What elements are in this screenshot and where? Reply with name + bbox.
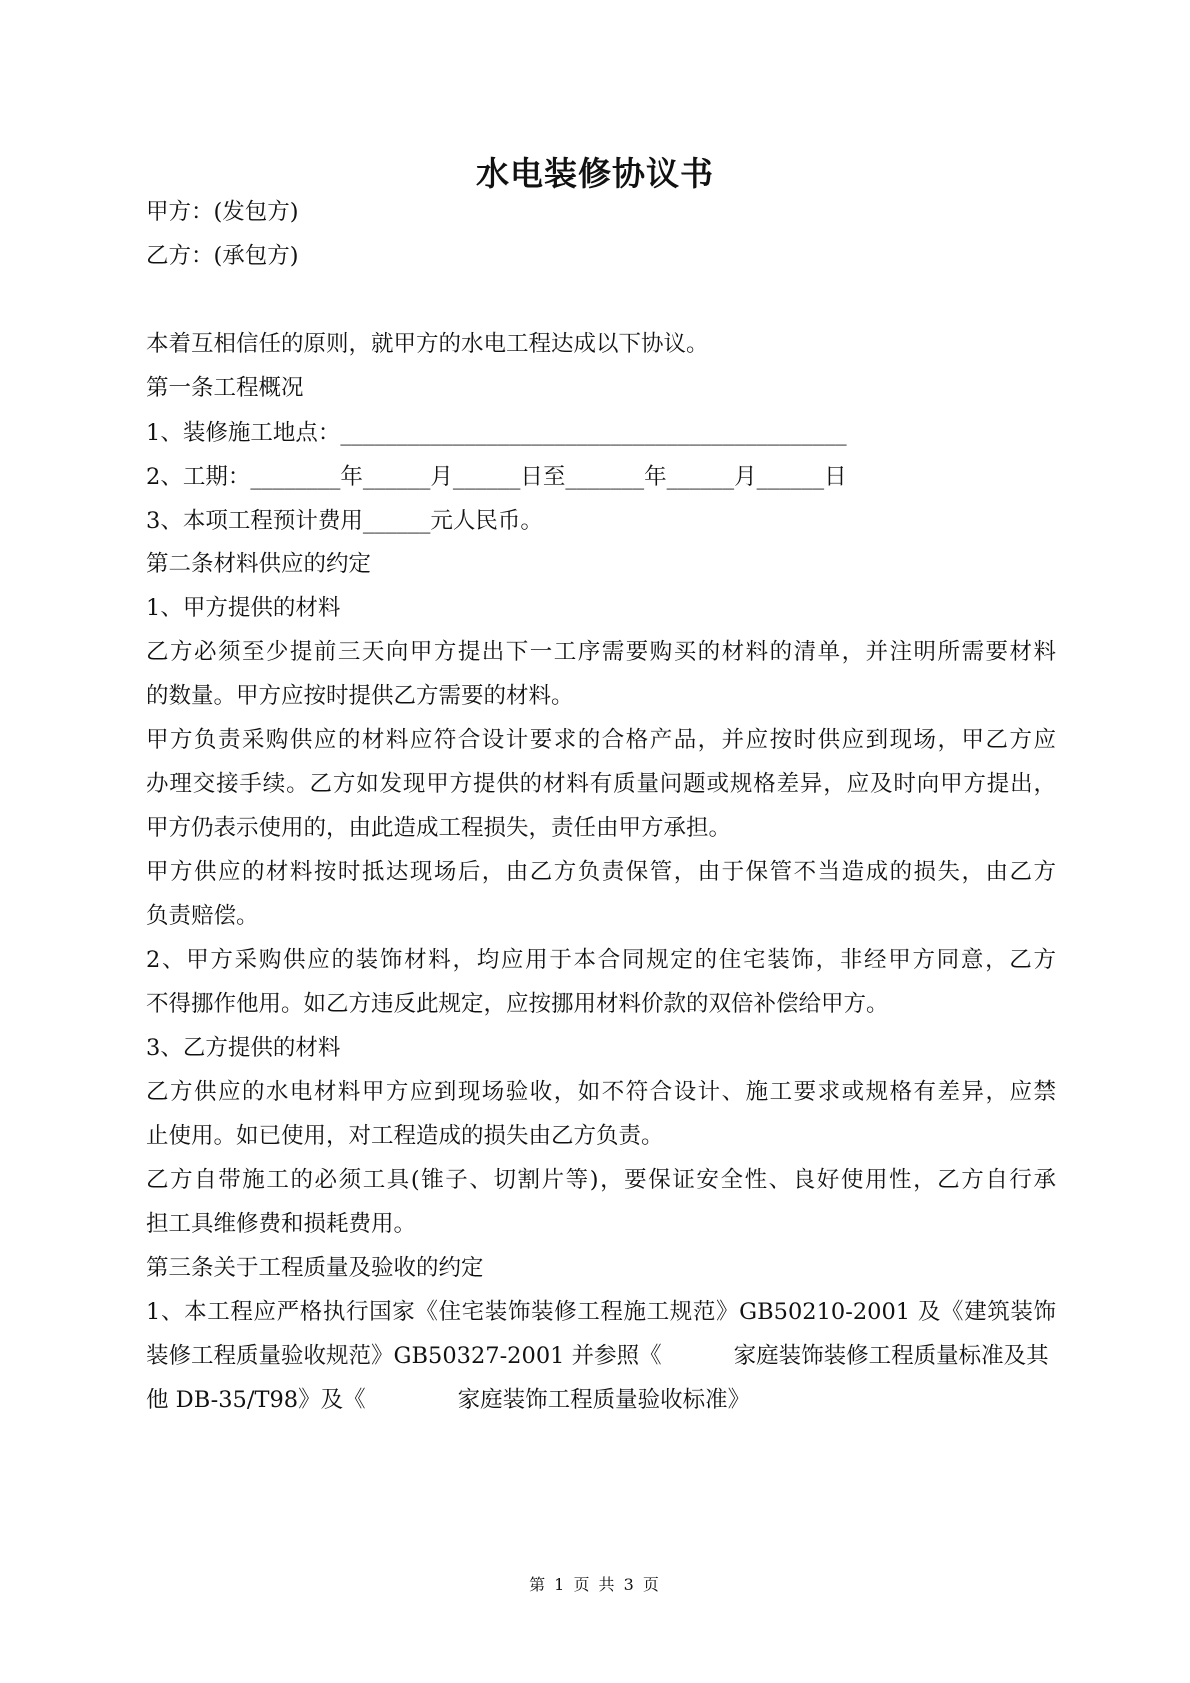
article-2-para-4-line-1: 乙方供应的水电材料甲方应到现场验收，如不符合设计、施工要求或规格有差异，应禁 [146,1079,1056,1105]
article-2-para-4-line-2: 止使用。如已使用，对工程造成的损失由乙方负责。 [146,1123,664,1149]
article-3-item-1-line-3-part-a: 他 DB-35/T98》及《 [146,1387,366,1413]
article-2-para-1-line-1: 乙方必须至少提前三天向甲方提出下一工序需要购买的材料的清单，并注明所需要材料 [146,639,1056,665]
article-2-para-1-line-2: 的数量。甲方应按时提供乙方需要的材料。 [146,683,574,709]
article-3-item-1-line-2 [146,1341,1056,1371]
document-title: 水电装修协议书 [476,154,714,193]
article-2-para-2-line-2: 办理交接手续。乙方如发现甲方提供的材料有质量问题或规格差异，应及时向甲方提出， [146,771,1056,797]
article-2-para-5-line-2: 担工具维修费和损耗费用。 [146,1211,417,1237]
article-1-item-1: 1、装修施工地点：_____________________________________________ [146,420,847,446]
article-2-heading: 第二条材料供应的约定 [146,551,372,577]
article-3-item-1-line-3-part-b: 家庭装饰工程质量验收标准》 [457,1387,751,1413]
article-3-heading: 第三条关于工程质量及验收的约定 [146,1255,484,1281]
intro-paragraph: 本着互相信任的原则，就甲方的水电工程达成以下协议。 [146,331,709,357]
page-number-footer: 第 1 页 共 3 页 [529,1575,661,1594]
party-a-line: 甲方：(发包方) [146,199,299,225]
article-3-item-1-line-3 [146,1385,1056,1415]
article-2-para-2-line-1: 甲方负责采购供应的材料应符合设计要求的合格产品，并应按时供应到现场，甲乙方应 [146,727,1056,753]
article-1-item-3: 3、本项工程预计费用______元人民币。 [146,508,543,534]
article-2-item-2-line-2: 不得挪作他用。如乙方违反此规定，应按挪用材料价款的双倍补偿给甲方。 [146,991,889,1017]
article-3-item-1-line-2-part-a: 装修工程质量验收规范》GB50327-2001 并参照《 [146,1343,662,1369]
article-2-para-3-line-2: 负责赔偿。 [146,903,259,929]
party-b-line: 乙方：(承包方) [146,243,299,269]
article-1-item-2: 2、工期：________年______月______日至_______年______月______日 [146,464,847,490]
article-3-item-1-line-2-part-b: 家庭装饰装修工程质量标准及其 [733,1343,1049,1369]
article-2-sub-1: 1、甲方提供的材料 [146,595,341,621]
article-2-para-5-line-1: 乙方自带施工的必须工具(锥子、切割片等)，要保证安全性、良好使用性，乙方自行承 [146,1167,1056,1193]
article-2-para-3-line-1: 甲方供应的材料按时抵达现场后，由乙方负责保管，由于保管不当造成的损失，由乙方 [146,859,1056,885]
article-2-item-2-line-1: 2、甲方采购供应的装饰材料，均应用于本合同规定的住宅装饰，非经甲方同意，乙方 [146,947,1056,973]
article-2-para-2-line-3: 甲方仍表示使用的，由此造成工程损失，责任由甲方承担。 [146,815,732,841]
article-2-sub-3: 3、乙方提供的材料 [146,1035,341,1061]
article-3-item-1-line-1: 1、本工程应严格执行国家《住宅装饰装修工程施工规范》GB50210-2001 及《建筑装饰 [146,1299,1056,1325]
article-1-heading: 第一条工程概况 [146,375,304,401]
